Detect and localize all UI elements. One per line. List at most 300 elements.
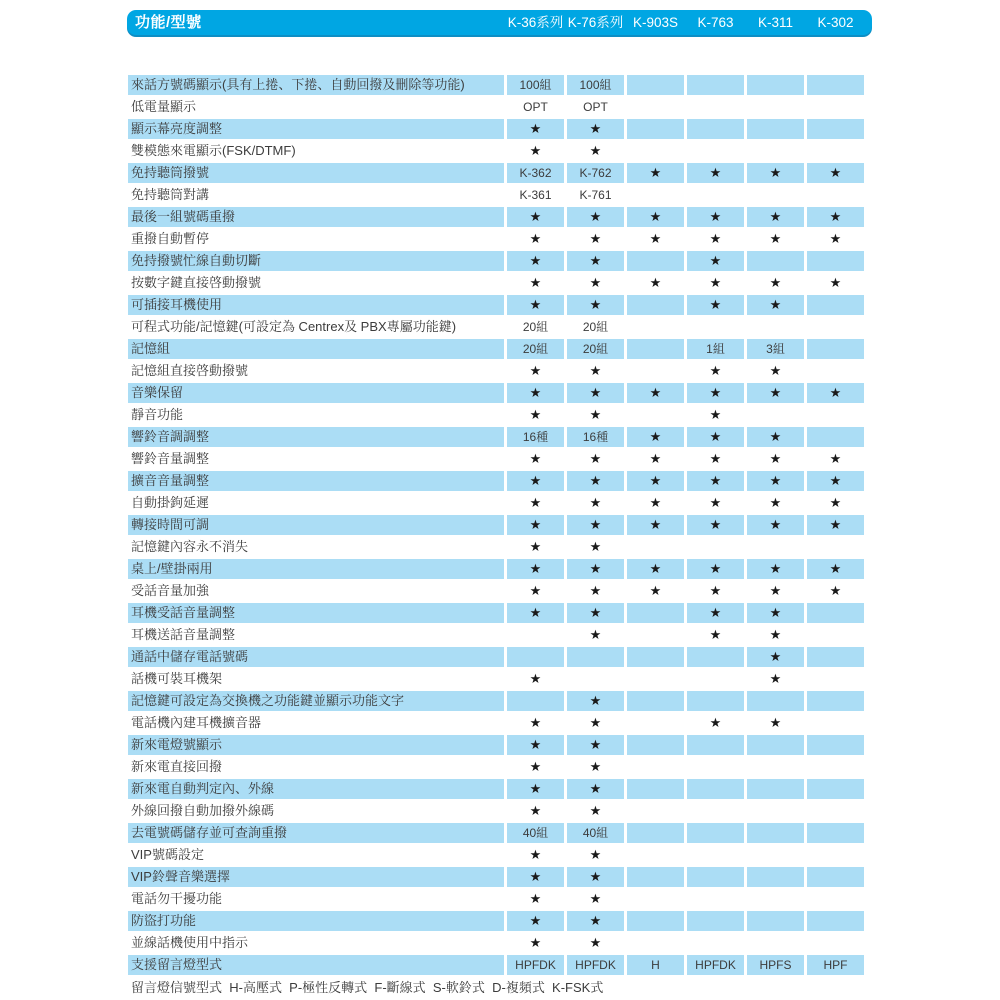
feature-cell: [627, 295, 684, 315]
star-cell: ★: [829, 231, 842, 246]
star-cell: ★: [829, 275, 842, 290]
table-row: [128, 317, 864, 337]
feature-cell: [507, 647, 564, 667]
star-cell: ★: [709, 363, 722, 378]
feature-label: 防盜打功能: [128, 911, 504, 931]
feature-label: VIP號碼設定: [131, 847, 204, 862]
star-cell: ★: [567, 251, 624, 271]
feature-label: 免持聽筒撥號: [128, 163, 504, 183]
star-cell: ★: [747, 207, 804, 227]
star-cell: ★: [649, 275, 662, 290]
model-column-header: K-36系列: [507, 15, 564, 30]
feature-cell: [627, 735, 684, 755]
feature-cell: [807, 119, 864, 139]
feature-cell: [627, 801, 684, 821]
feature-label: 自動掛鉤延遲: [131, 495, 210, 510]
feature-cell: [807, 889, 864, 909]
star-cell: ★: [769, 275, 782, 290]
star-cell: ★: [507, 603, 564, 623]
star-cell: ★: [687, 251, 744, 271]
feature-label: 顯示幕亮度調整: [128, 119, 504, 139]
star-cell: ★: [529, 671, 542, 686]
feature-cell: H: [627, 955, 684, 975]
model-column-header: K-311: [757, 15, 794, 30]
feature-cell: [747, 889, 804, 909]
star-cell: ★: [649, 231, 662, 246]
table-row: [128, 207, 864, 227]
star-cell: ★: [709, 451, 722, 466]
star-cell: ★: [529, 539, 542, 554]
star-cell: ★: [529, 495, 542, 510]
feature-cell: [747, 537, 804, 557]
feature-cell: 100組: [567, 75, 624, 95]
feature-cell: [627, 757, 684, 777]
star-cell: ★: [627, 559, 684, 579]
feature-cell: [807, 691, 864, 711]
feature-cell: [807, 141, 864, 161]
feature-cell: K-762: [567, 163, 624, 183]
star-cell: ★: [687, 559, 744, 579]
feature-cell: [627, 251, 684, 271]
star-cell: ★: [529, 935, 542, 950]
table-row: [128, 295, 864, 315]
table-row: [128, 273, 864, 293]
feature-table: [128, 75, 864, 977]
feature-cell: 16種: [507, 427, 564, 447]
star-cell: ★: [747, 559, 804, 579]
star-cell: ★: [589, 451, 602, 466]
feature-label: 記憶組直接啓動撥號: [131, 363, 249, 378]
feature-label: 桌上/壁掛兩用: [128, 559, 504, 579]
feature-cell: [627, 185, 684, 205]
star-cell: ★: [507, 515, 564, 535]
feature-cell: [627, 405, 684, 425]
legend-note: 留言燈信號型式 H-高壓式 P-極性反轉式 F-斷線式 S-軟鈴式 D-複頻式 K-FSK式: [131, 980, 604, 995]
feature-cell: [807, 185, 864, 205]
table-row: [128, 933, 864, 953]
star-cell: ★: [507, 735, 564, 755]
feature-cell: [807, 779, 864, 799]
star-cell: ★: [709, 715, 722, 730]
feature-cell: [627, 867, 684, 887]
star-cell: ★: [807, 163, 864, 183]
feature-cell: [627, 361, 684, 381]
star-cell: ★: [567, 119, 624, 139]
star-cell: ★: [687, 427, 744, 447]
star-cell: ★: [769, 583, 782, 598]
feature-cell: [687, 669, 744, 689]
feature-cell: [687, 779, 744, 799]
feature-cell: [567, 647, 624, 667]
feature-cell: [807, 911, 864, 931]
feature-cell: [807, 757, 864, 777]
star-cell: ★: [807, 207, 864, 227]
feature-cell: [687, 537, 744, 557]
star-cell: ★: [829, 451, 842, 466]
feature-cell: [627, 339, 684, 359]
feature-cell: [567, 669, 624, 689]
feature-label: 重撥自動暫停: [131, 231, 210, 246]
feature-label: 響鈴音量調整: [131, 451, 210, 466]
feature-cell: [747, 691, 804, 711]
feature-cell: [627, 603, 684, 623]
star-cell: ★: [807, 383, 864, 403]
feature-label: 支援留言燈型式: [128, 955, 504, 975]
table-row: [128, 119, 864, 139]
star-cell: ★: [567, 911, 624, 931]
feature-cell: [747, 735, 804, 755]
star-cell: ★: [529, 407, 542, 422]
table-row: [128, 823, 864, 843]
feature-cell: [807, 537, 864, 557]
feature-label: 耳機受話音量調整: [128, 603, 504, 623]
table-row: [128, 75, 864, 95]
feature-cell: [807, 801, 864, 821]
table-row: [128, 801, 864, 821]
feature-cell: K-361: [519, 188, 552, 202]
feature-cell: [687, 75, 744, 95]
star-cell: ★: [589, 143, 602, 158]
feature-label: 可插接耳機使用: [128, 295, 504, 315]
star-cell: ★: [567, 867, 624, 887]
model-column-header: K-76系列: [567, 15, 624, 30]
feature-cell: [687, 823, 744, 843]
feature-cell: [747, 405, 804, 425]
table-header-bar: [127, 10, 872, 35]
feature-cell: [747, 251, 804, 271]
feature-cell: OPT: [583, 100, 608, 114]
star-cell: ★: [769, 231, 782, 246]
star-cell: ★: [567, 295, 624, 315]
feature-label: 免持聽筒對講: [131, 187, 210, 202]
star-cell: ★: [747, 427, 804, 447]
feature-cell: [747, 823, 804, 843]
feature-cell: 40組: [507, 823, 564, 843]
table-row: [128, 427, 864, 447]
star-cell: ★: [649, 495, 662, 510]
feature-cell: [627, 779, 684, 799]
feature-cell: [807, 713, 864, 733]
table-row: [128, 141, 864, 161]
table-row: [128, 537, 864, 557]
feature-label: 記憶組: [128, 339, 504, 359]
feature-cell: [627, 647, 684, 667]
feature-cell: [687, 757, 744, 777]
feature-cell: [627, 317, 684, 337]
star-cell: ★: [589, 231, 602, 246]
star-cell: ★: [829, 495, 842, 510]
feature-label: VIP鈴聲音樂選擇: [128, 867, 504, 887]
table-row: [128, 97, 864, 117]
star-cell: ★: [687, 163, 744, 183]
table-row: [128, 185, 864, 205]
feature-cell: 20組: [582, 320, 609, 334]
star-cell: ★: [507, 559, 564, 579]
feature-cell: [807, 361, 864, 381]
feature-cell: 40組: [567, 823, 624, 843]
star-cell: ★: [567, 559, 624, 579]
star-cell: ★: [709, 231, 722, 246]
feature-cell: [747, 185, 804, 205]
star-cell: ★: [709, 407, 722, 422]
table-row: [128, 845, 864, 865]
star-cell: ★: [589, 715, 602, 730]
feature-label: 靜音功能: [131, 407, 184, 422]
star-cell: ★: [649, 451, 662, 466]
feature-label: 受話音量加強: [131, 583, 210, 598]
feature-label: 新來電燈號顯示: [128, 735, 504, 755]
table-row: [128, 251, 864, 271]
star-cell: ★: [529, 715, 542, 730]
table-row: [128, 647, 864, 667]
model-headers: [507, 10, 864, 35]
table-row: [128, 493, 864, 513]
star-cell: ★: [627, 207, 684, 227]
star-cell: ★: [627, 427, 684, 447]
star-cell: ★: [507, 207, 564, 227]
feature-label: 耳機送話音量調整: [131, 627, 236, 642]
feature-cell: [687, 141, 744, 161]
feature-label: 雙模態來電顯示(FSK/DTMF): [131, 143, 296, 158]
feature-cell: [687, 97, 744, 117]
table-row: [128, 471, 864, 491]
feature-cell: [747, 141, 804, 161]
feature-cell: [747, 757, 804, 777]
star-cell: ★: [567, 471, 624, 491]
feature-cell: 20組: [507, 339, 564, 359]
feature-cell: [687, 889, 744, 909]
feature-cell: [687, 317, 744, 337]
table-row: [128, 691, 864, 711]
star-cell: ★: [649, 583, 662, 598]
star-cell: ★: [507, 383, 564, 403]
star-cell: ★: [567, 603, 624, 623]
feature-cell: [687, 911, 744, 931]
table-row: [128, 339, 864, 359]
feature-label: 記憶鍵內容永不消失: [131, 539, 249, 554]
star-cell: ★: [769, 715, 782, 730]
feature-label: 最後一組號碼重撥: [128, 207, 504, 227]
feature-cell: [687, 735, 744, 755]
feature-cell: [807, 933, 864, 953]
star-cell: ★: [589, 275, 602, 290]
star-cell: ★: [747, 647, 804, 667]
star-cell: ★: [589, 627, 602, 642]
table-row: [128, 911, 864, 931]
feature-label: 可程式功能/記憶鍵(可設定為 Centrex及 PBX專屬功能鍵): [131, 319, 457, 334]
feature-cell: [687, 647, 744, 667]
feature-cell: 100組: [507, 75, 564, 95]
feature-cell: [507, 625, 564, 645]
star-cell: ★: [507, 779, 564, 799]
feature-cell: [747, 119, 804, 139]
feature-cell: [807, 625, 864, 645]
feature-cell: K-761: [579, 188, 612, 202]
feature-cell: K-362: [507, 163, 564, 183]
star-cell: ★: [709, 275, 722, 290]
star-cell: ★: [687, 295, 744, 315]
feature-label: 響鈴音調調整: [128, 427, 504, 447]
star-cell: ★: [507, 251, 564, 271]
feature-cell: [687, 691, 744, 711]
feature-cell: HPFDK: [567, 955, 624, 975]
feature-cell: [627, 845, 684, 865]
feature-label: 記憶鍵可設定為交換機之功能鍵並顯示功能文字: [128, 691, 504, 711]
table-row: [128, 361, 864, 381]
star-cell: ★: [529, 803, 542, 818]
feature-cell: HPFDK: [687, 955, 744, 975]
feature-cell: [627, 625, 684, 645]
feature-cell: [747, 75, 804, 95]
feature-cell: 3組: [747, 339, 804, 359]
table-row: [128, 559, 864, 579]
feature-label: 電話勿干擾功能: [131, 891, 223, 906]
star-cell: ★: [747, 383, 804, 403]
star-cell: ★: [807, 515, 864, 535]
star-cell: ★: [627, 515, 684, 535]
star-cell: ★: [507, 471, 564, 491]
feature-cell: [627, 669, 684, 689]
feature-label: 話機可裝耳機架: [131, 671, 223, 686]
star-cell: ★: [529, 759, 542, 774]
table-row: [128, 625, 864, 645]
feature-label: 免持撥號忙線自動切斷: [128, 251, 504, 271]
feature-cell: [687, 119, 744, 139]
star-cell: ★: [589, 539, 602, 554]
feature-cell: [627, 75, 684, 95]
star-cell: ★: [807, 559, 864, 579]
feature-label: 並線話機使用中指示: [131, 935, 249, 950]
star-cell: ★: [747, 471, 804, 491]
feature-cell: [627, 713, 684, 733]
star-cell: ★: [589, 803, 602, 818]
star-cell: ★: [567, 691, 624, 711]
feature-cell: [807, 339, 864, 359]
star-cell: ★: [589, 495, 602, 510]
table-row: [128, 735, 864, 755]
feature-cell: [807, 317, 864, 337]
feature-cell: [687, 845, 744, 865]
feature-cell: [687, 185, 744, 205]
star-cell: ★: [769, 451, 782, 466]
feature-cell: [747, 845, 804, 865]
star-cell: ★: [627, 163, 684, 183]
star-cell: ★: [589, 847, 602, 862]
table-row: [128, 669, 864, 689]
feature-cell: [747, 933, 804, 953]
star-cell: ★: [687, 515, 744, 535]
feature-label: 新來電直接回撥: [131, 759, 223, 774]
star-cell: ★: [769, 495, 782, 510]
star-cell: ★: [709, 583, 722, 598]
feature-cell: [627, 889, 684, 909]
star-cell: ★: [529, 891, 542, 906]
feature-cell: [807, 669, 864, 689]
feature-cell: [807, 427, 864, 447]
star-cell: ★: [567, 207, 624, 227]
feature-cell: [747, 317, 804, 337]
star-cell: ★: [567, 779, 624, 799]
feature-cell: [627, 141, 684, 161]
feature-cell: [807, 405, 864, 425]
feature-cell: [807, 295, 864, 315]
star-cell: ★: [529, 275, 542, 290]
feature-cell: [807, 603, 864, 623]
feature-cell: HPFS: [747, 955, 804, 975]
table-row: [128, 383, 864, 403]
feature-cell: [747, 97, 804, 117]
feature-cell: 20組: [567, 339, 624, 359]
star-cell: ★: [709, 495, 722, 510]
feature-cell: [627, 691, 684, 711]
feature-cell: [807, 251, 864, 271]
model-column-header: K-903S: [632, 15, 679, 30]
star-cell: ★: [687, 471, 744, 491]
star-cell: ★: [589, 891, 602, 906]
star-cell: ★: [567, 515, 624, 535]
table-row: [128, 603, 864, 623]
feature-cell: HPF: [807, 955, 864, 975]
table-row: [128, 449, 864, 469]
feature-cell: [747, 801, 804, 821]
feature-label: 按數字鍵直接啓動撥號: [131, 275, 262, 290]
star-cell: ★: [829, 583, 842, 598]
star-cell: ★: [507, 867, 564, 887]
star-cell: ★: [747, 603, 804, 623]
star-cell: ★: [529, 583, 542, 598]
star-cell: ★: [589, 583, 602, 598]
feature-cell: [807, 647, 864, 667]
feature-cell: [687, 801, 744, 821]
feature-cell: [627, 119, 684, 139]
feature-cell: [807, 845, 864, 865]
star-cell: ★: [687, 603, 744, 623]
star-cell: ★: [507, 911, 564, 931]
feature-label: 音樂保留: [128, 383, 504, 403]
star-cell: ★: [769, 671, 782, 686]
table-row: [128, 955, 864, 975]
feature-label: 電話機內建耳機擴音器: [131, 715, 262, 730]
table-row: [128, 163, 864, 183]
table-row: [128, 757, 864, 777]
star-cell: ★: [627, 383, 684, 403]
feature-cell: 1組: [687, 339, 744, 359]
star-cell: ★: [589, 759, 602, 774]
feature-label: 去電號碼儲存並可查詢重撥: [128, 823, 504, 843]
star-cell: ★: [529, 451, 542, 466]
star-cell: ★: [529, 143, 542, 158]
feature-cell: [627, 97, 684, 117]
model-column-header: K-302: [817, 15, 854, 30]
star-cell: ★: [807, 471, 864, 491]
table-row: [128, 229, 864, 249]
feature-label: 低電量顯示: [131, 99, 197, 114]
star-cell: ★: [567, 735, 624, 755]
star-cell: ★: [687, 207, 744, 227]
feature-cell: [627, 933, 684, 953]
feature-cell: [747, 867, 804, 887]
star-cell: ★: [627, 471, 684, 491]
feature-cell: [807, 735, 864, 755]
model-column-header: K-763: [697, 15, 734, 30]
table-row: [128, 713, 864, 733]
feature-cell: [687, 867, 744, 887]
star-cell: ★: [687, 383, 744, 403]
star-cell: ★: [589, 935, 602, 950]
table-row: [128, 889, 864, 909]
star-cell: ★: [507, 119, 564, 139]
feature-cell: [507, 691, 564, 711]
